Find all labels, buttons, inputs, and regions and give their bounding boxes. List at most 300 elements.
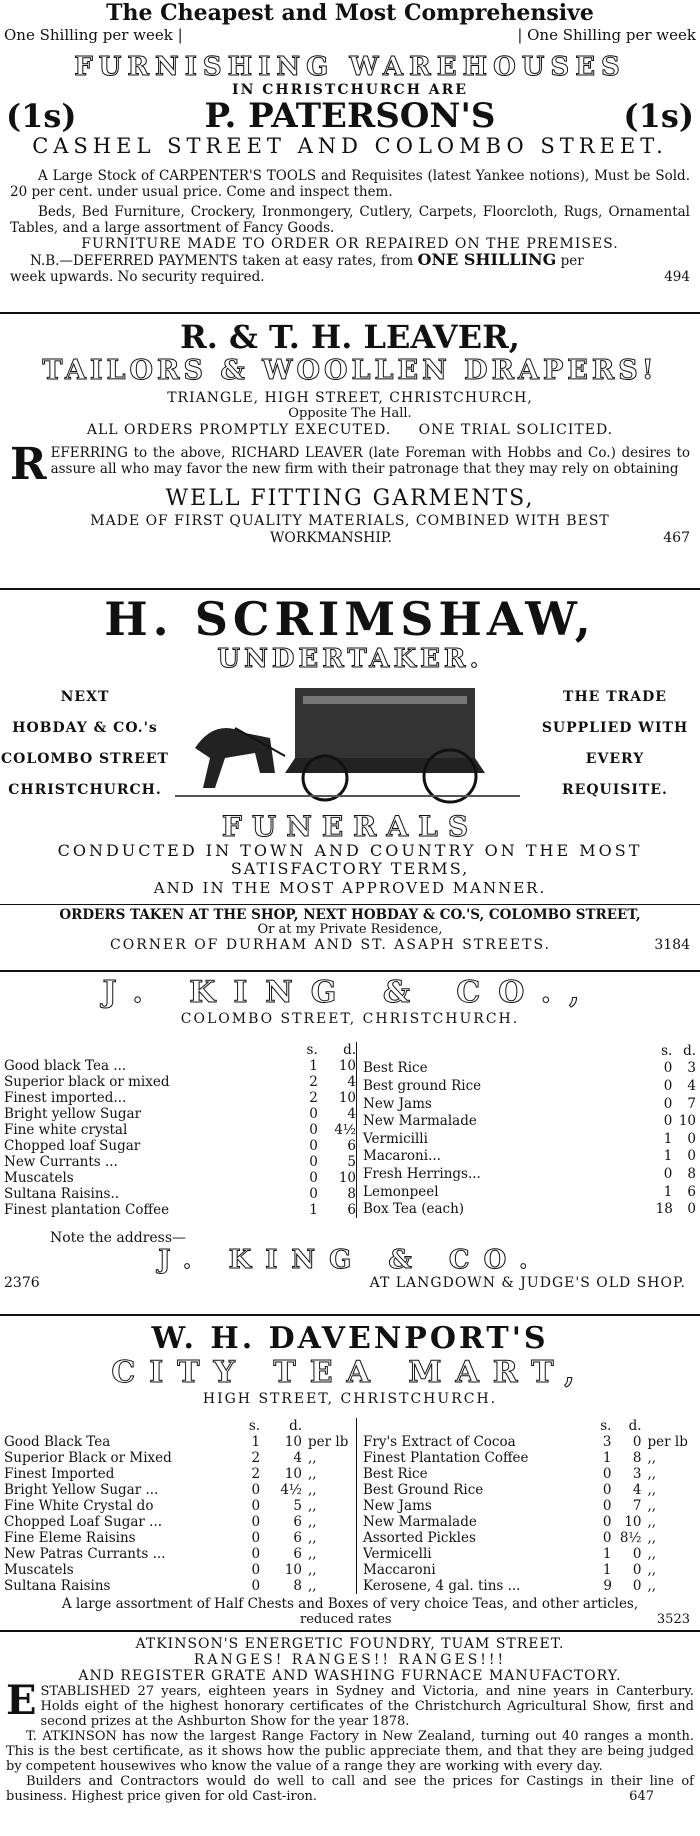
price-shillings: 0 [309,1186,318,1202]
scrimshaw-number: 3184 [654,937,690,953]
price-item-cell [4,1074,294,1090]
atkinson-dropcap: E [6,1677,37,1724]
price-pence: 4 [347,1074,356,1090]
paterson-p3: FURNITURE MADE TO ORDER OR REPAIRED ON THE PREMISES. [81,236,619,252]
price-shillings: 0 [663,1165,673,1182]
price-item-name: Fine white crystal [4,1122,128,1138]
price-item-name: Maccaroni [363,1562,436,1578]
leaver-name: R. & T. H. LEAVER, [180,318,520,356]
leaver-trade: TAILORS & WOOLLEN DRAPERS! [42,355,658,386]
davenport-ad [0,1321,700,1627]
price-shillings: 0 [663,1113,673,1130]
price-item-cell [4,1434,234,1450]
price-row [4,1434,356,1450]
price-row [4,1578,356,1594]
scrimshaw-orders: ORDERS TAKEN AT THE SHOP, NEXT HOBDAY & CO.'S, COLOMBO STREET, [59,907,641,923]
price-pence: 3 [632,1466,642,1482]
leaver-fitting: WELL FITTING GARMENTS, [165,486,535,511]
price-pence: 3 [687,1060,696,1077]
price-pence: 7 [632,1498,642,1514]
price-item-cell [4,1154,294,1170]
price-row [357,1060,697,1078]
leaver-paragraph: EFERRING to the above, RICHARD LEAVER (late Foreman with Hobbs and Co.) desires to assure all who may favor the new firm with their patronage that they may rely on obtaining [50,445,690,477]
price-row [357,1434,696,1450]
price-item-name: Finest imported... [4,1090,127,1106]
price-item-cell [4,1186,294,1202]
rule-3 [0,970,700,972]
paterson-streets: CASHEL STREET AND COLOMBO STREET. [32,134,668,158]
price-row [357,1112,697,1130]
price-shillings: 0 [309,1170,318,1186]
scrimshaw-left-3: CHRISTCHURCH. [8,782,162,798]
price-pence: 5 [293,1498,302,1514]
price-item-cell [357,1514,594,1530]
pence-header: d. [628,1418,642,1434]
king-name-2: J. KING & CO. [158,1245,542,1275]
ditto-mark: ,, [308,1546,317,1562]
price-pence: 0 [687,1148,696,1165]
price-item-name: Best Rice [363,1060,428,1077]
price-row [357,1546,696,1562]
price-row [4,1202,356,1218]
king-left-table [4,1042,356,1218]
price-item-cell [4,1546,234,1562]
price-shillings: 0 [309,1106,318,1122]
price-row [4,1138,356,1154]
price-shillings: 0 [663,1095,673,1112]
price-shillings: 0 [309,1154,318,1170]
price-row [4,1530,356,1546]
price-item-cell [357,1530,594,1546]
scrimshaw-left-0: NEXT [60,689,110,705]
price-item-cell [357,1148,650,1166]
price-shillings: 9 [603,1578,612,1594]
paterson-p2: Beds, Bed Furniture, Crockery, Ironmongery, Cutlery, Carpets, Floorcloth, Rugs, Ornamental Tables, and a large assortment of Fancy Goods. [10,204,690,236]
davenport-left-table [4,1418,356,1594]
price-row [357,1562,696,1578]
price-pence: 4 [687,1077,696,1094]
hearse-plumes [303,696,467,704]
king-right-body [357,1042,697,1218]
per-lb-label: per lb [308,1434,349,1450]
leaver-dropcap: R [10,439,47,490]
atkinson-p3: Builders and Contractors would do well to call and see the prices for Castings in their line of business. Highest price given for old Cast-iron. [6,1774,694,1804]
leaver-orders: ALL ORDERS PROMPTLY EXECUTED. [86,422,392,438]
price-item-cell [4,1122,294,1138]
rule-4 [0,1314,700,1316]
scrimshaw-corner: CORNER OF DURHAM AND ST. ASAPH STREETS. [110,937,551,953]
price-item-name: Fine White Crystal do [4,1498,154,1514]
king-number: 2376 [4,1275,40,1291]
davenport-mart: CITY TEA MART, [111,1355,589,1390]
top-header [0,0,700,48]
price-item-cell [357,1095,650,1113]
price-item-cell [4,1202,294,1218]
price-item-cell [4,1530,234,1546]
price-item-name: Best ground Rice [363,1077,482,1094]
scrimshaw-right-1: SUPPLIED WITH [541,720,689,736]
price-item-name: Fry's Extract of Cocoa [363,1434,516,1450]
scrimshaw-line1: CONDUCTED IN TOWN AND COUNTRY ON THE MOST [57,841,643,860]
price-shillings: 0 [663,1060,673,1077]
price-item-name: Muscatels [4,1170,74,1186]
price-item-cell [357,1546,594,1562]
price-pence: 6 [347,1138,356,1154]
shilling-header: s. [306,1042,318,1058]
price-item-name: Finest Plantation Coffee [363,1450,529,1466]
price-item-cell [4,1498,234,1514]
pence-header: d. [683,1042,696,1059]
price-header-row [357,1418,696,1434]
price-shillings: 1 [663,1130,673,1147]
price-shillings: 2 [309,1090,318,1106]
rule-2 [0,588,700,590]
price-pence: 8 [687,1165,696,1182]
price-item-name: Fine Eleme Raisins [4,1530,136,1546]
price-header-row [4,1418,356,1434]
price-shillings: 0 [663,1077,673,1094]
price-row [4,1562,356,1578]
price-pence: 0 [632,1578,642,1594]
rule-5 [0,1630,700,1632]
price-item-cell [357,1498,594,1514]
shilling-header: s. [661,1042,673,1059]
leaver-opposite: Opposite The Hall. [288,406,412,421]
price-header-spacer [4,1042,294,1058]
price-shillings: 2 [251,1450,261,1466]
price-item-name: Best Rice [363,1466,428,1482]
davenport-right-table [356,1418,696,1594]
price-row [357,1514,696,1530]
price-row [357,1165,697,1183]
price-item-name: Superior black or mixed [4,1074,170,1090]
price-item-cell [357,1077,650,1095]
price-shillings: 1 [602,1546,612,1562]
pence-header: d. [289,1418,302,1434]
price-item-name: Bright Yellow Sugar ... [4,1482,159,1498]
ditto-mark: ,, [647,1466,657,1482]
price-row [4,1514,356,1530]
price-item-cell [4,1466,234,1482]
king-ad [0,976,700,1292]
price-row [4,1090,356,1106]
atkinson-heading-3: AND REGISTER GRATE AND WASHING FURNACE MANUFACTORY. [78,1668,622,1684]
price-pence: 6 [293,1514,302,1530]
hearse-illustration [175,678,520,808]
price-row [357,1578,696,1594]
price-row [4,1450,356,1466]
price-pence: 4½ [280,1482,302,1498]
scrimshaw-line2: SATISFACTORY TERMS, [230,859,470,878]
paterson-heading: FURNISHING WAREHOUSES [74,52,626,82]
price-item-cell [357,1562,594,1578]
price-pence: 4 [347,1106,356,1122]
leaver-ad [0,318,700,578]
price-pence: 10 [338,1090,356,1106]
price-row [4,1106,356,1122]
king-note: Note the address— [50,1230,187,1246]
price-pence: 0 [632,1562,642,1578]
price-item-name: Vermicelli [363,1546,432,1562]
atkinson-heading-2: RANGES! RANGES!! RANGES!!! [193,1652,507,1668]
price-item-name: Kerosene, 4 gal. tins ... [363,1578,521,1594]
price-pence: 5 [347,1154,356,1170]
paterson-left-price: (1s) [6,97,77,135]
price-item-name: Macaroni... [363,1148,441,1165]
price-item-name: Sultana Raisins.. [4,1186,120,1202]
price-item-cell [4,1514,234,1530]
davenport-number: 3523 [656,1612,690,1627]
price-pence: 10 [338,1058,356,1074]
price-item-name: New Jams [363,1498,432,1514]
davenport-footer-2: reduced rates [300,1612,392,1627]
price-item-name: Chopped loaf Sugar [4,1138,141,1154]
price-item-cell [4,1106,294,1122]
king-right-table [356,1042,696,1218]
price-row [357,1200,697,1218]
price-row [357,1498,696,1514]
atkinson-number: 647 [629,1789,654,1804]
price-pence: 6 [293,1530,302,1546]
price-item-name: New Marmalade [363,1514,477,1530]
ditto-mark: ,, [647,1482,657,1498]
price-row [4,1546,356,1562]
paterson-p4a: N.B.—DEFERRED PAYMENTS taken at easy rates, from [30,253,414,269]
price-shillings: 0 [251,1530,261,1546]
right-shilling: | One Shilling per week [517,26,696,44]
scrimshaw-left-1: HOBDAY & CO.'s [12,720,158,736]
price-row [4,1170,356,1186]
scrimshaw-private: Or at my Private Residence, [257,922,443,937]
price-item-name: Chopped Loaf Sugar ... [4,1514,163,1530]
price-row [357,1095,697,1113]
scrimshaw-line3: AND IN THE MOST APPROVED MANNER. [153,879,547,897]
price-shillings: 0 [602,1498,612,1514]
price-item-cell [357,1450,594,1466]
ditto-mark: ,, [647,1530,657,1546]
horse [195,728,275,788]
ditto-mark: ,, [308,1482,317,1498]
leaver-address: TRIANGLE, HIGH STREET, CHRISTCHURCH, [167,390,533,406]
price-shillings: 2 [309,1074,318,1090]
king-address: COLOMBO STREET, CHRISTCHURCH. [180,1011,520,1027]
price-item-cell [357,1112,650,1130]
pence-header: d. [343,1042,356,1058]
scrimshaw-right-0: THE TRADE [563,689,667,705]
price-shillings: 0 [602,1466,612,1482]
price-row [4,1482,356,1498]
leaver-trial: ONE TRIAL SOLICITED. [418,422,614,438]
price-shillings: 0 [309,1138,318,1154]
scrimshaw-role: UNDERTAKER. [217,644,483,674]
price-item-name: Superior Black or Mixed [4,1450,172,1466]
price-item-cell [357,1183,650,1201]
price-row [4,1186,356,1202]
price-shillings: 0 [602,1530,612,1546]
price-shillings: 0 [251,1482,261,1498]
leaver-number: 467 [663,530,690,546]
paterson-p4c: per [560,253,584,269]
paterson-in: IN CHRISTCHURCH ARE [232,82,468,98]
price-pence: 6 [293,1546,302,1562]
ditto-mark: ,, [308,1450,317,1466]
davenport-footer-1: A large assortment of Half Chests and Boxes of very choice Teas, and other articles, [61,1596,639,1612]
price-shillings: 0 [602,1514,612,1530]
leaver-made: MADE OF FIRST QUALITY MATERIALS, COMBINED WITH BEST [90,513,610,529]
price-pence: 6 [347,1202,356,1218]
price-shillings: 0 [251,1514,261,1530]
price-item-name: New Jams [363,1095,432,1112]
price-pence: 0 [687,1130,696,1147]
price-item-name: New Patras Currants ... [4,1546,166,1562]
paterson-right-price: (1s) [623,97,694,135]
price-shillings: 0 [251,1578,261,1594]
price-row [357,1482,696,1498]
price-item-name: Finest Imported [4,1466,115,1482]
atkinson-p1: STABLISHED 27 years, eighteen years in Sydney and Victoria, and nine years in Canterbury. Holds eight of the highest honorary certificates of the Christchurch Agricultural Show, first and second prizes at the Ashburton Show for the year 1878. [40,1684,694,1729]
king-shop: AT LANGDOWN & JUDGE'S OLD SHOP. [369,1275,686,1291]
left-shilling: One Shilling per week | [4,26,183,44]
price-row [4,1466,356,1482]
price-shillings: 0 [251,1498,261,1514]
price-shillings: 1 [251,1434,261,1450]
price-item-cell [4,1090,294,1106]
price-shillings: 0 [309,1122,318,1138]
price-item-cell [4,1450,234,1466]
price-item-name: Box Tea (each) [363,1201,465,1218]
price-pence: 0 [632,1546,642,1562]
price-item-name: Vermicilli [363,1130,428,1147]
price-pence: 8½ [619,1530,642,1546]
price-item-name: Fresh Herrings... [363,1165,481,1182]
ditto-mark: ,, [647,1562,657,1578]
atkinson-ad [0,1636,700,1834]
hearse-chassis [285,758,485,773]
price-row [4,1498,356,1514]
atkinson-heading-1: ATKINSON'S ENERGETIC FOUNDRY, TUAM STREET. [135,1636,565,1652]
paterson-ad [0,52,700,310]
price-item-name: New Marmalade [363,1113,477,1130]
price-item-name: Sultana Raisins [4,1578,111,1594]
scrimshaw-right-block [530,682,700,806]
price-item-name: Finest plantation Coffee [4,1202,170,1218]
price-header-spacer [357,1042,650,1060]
price-shillings: 1 [309,1202,318,1218]
price-row [357,1466,696,1482]
price-row [4,1122,356,1138]
price-row [357,1530,696,1546]
price-item-cell [4,1578,234,1594]
ditto-mark: ,, [308,1466,317,1482]
king-left-body [4,1042,356,1218]
price-shillings: 1 [663,1148,673,1165]
davenport-left-body [4,1418,356,1594]
price-item-cell [357,1130,650,1148]
price-pence: 10 [338,1170,356,1186]
price-item-name: Assorted Pickles [363,1530,476,1546]
price-shillings: 1 [602,1562,612,1578]
price-pence: 6 [687,1183,696,1200]
price-header-spacer [4,1418,234,1434]
scrimshaw-left-2: COLOMBO STREET [1,751,169,767]
price-item-name: Muscatels [4,1562,74,1578]
price-pence: 8 [293,1578,302,1594]
price-shillings: 0 [251,1562,261,1578]
per-lb-label: per lb [647,1434,688,1450]
price-pence: 4½ [334,1122,356,1138]
price-header-row [4,1042,356,1058]
price-row [357,1450,696,1466]
price-shillings: 0 [602,1482,612,1498]
paterson-p1: A Large Stock of CARPENTER'S TOOLS and Requisites (latest Yankee notions), Must be Sold. 20 per cent. under usual price. Come and inspect them. [10,168,690,200]
ditto-mark: ,, [647,1450,657,1466]
price-row [357,1130,697,1148]
scrimshaw-name: H. SCRIMSHAW, [104,592,596,646]
price-item-name: Good black Tea ... [4,1058,127,1074]
price-item-cell [4,1562,234,1578]
ditto-mark: ,, [647,1498,657,1514]
ditto-mark: ,, [308,1578,317,1594]
price-item-cell [357,1578,594,1594]
price-pence: 0 [687,1201,696,1218]
price-row [357,1148,697,1166]
price-item-cell [4,1482,234,1498]
shilling-header: s. [248,1418,261,1434]
price-pence: 7 [687,1095,696,1112]
ditto-mark: ,, [308,1530,317,1546]
paterson-p4b: ONE SHILLING [417,250,557,269]
price-shillings: 0 [251,1546,261,1562]
scrimshaw-divider [0,904,700,905]
davenport-price-list [0,1418,700,1594]
paterson-name: P. PATERSON'S [204,96,496,136]
ditto-mark: ,, [308,1514,317,1530]
davenport-address: HIGH STREET, CHRISTCHURCH. [202,1391,498,1407]
price-header-row [357,1042,697,1060]
scrimshaw-right-2: EVERY [585,751,645,767]
scrimshaw-right-3: REQUISITE. [562,782,668,798]
davenport-name: W. H. DAVENPORT'S [151,1321,549,1356]
atkinson-p2: T. ATKINSON has now the largest Range Factory in New Zealand, turning out 40 ranges a month. This is the best certificate, as it shows how the public appreciate them, and that they are being judged by competent housewives who know the value of a range they are working with every day. [6,1729,694,1774]
price-pence: 10 [678,1113,696,1130]
top-title: The Cheapest and Most Comprehensive [106,0,594,26]
price-item-cell [357,1165,650,1183]
price-row [4,1074,356,1090]
ditto-mark: ,, [647,1578,657,1594]
ditto-mark: ,, [308,1498,317,1514]
price-shillings: 1 [309,1058,318,1074]
price-row [4,1058,356,1074]
price-pence: 8 [632,1450,642,1466]
price-shillings: 1 [663,1183,673,1200]
price-item-cell [357,1200,650,1218]
price-shillings: 3 [602,1434,612,1450]
shilling-header: s. [600,1418,612,1434]
price-item-cell [357,1482,594,1498]
price-item-cell [357,1466,594,1482]
scrimshaw-funerals: FUNERALS [221,810,479,843]
ditto-mark: ,, [308,1562,317,1578]
price-row [357,1183,697,1201]
unit-header-spacer [642,1418,696,1434]
price-pence: 8 [347,1186,356,1202]
price-pence: 0 [632,1434,642,1450]
price-pence: 4 [293,1450,302,1466]
price-item-cell [357,1060,650,1078]
leaver-workmanship: WORKMANSHIP. [270,530,392,546]
paterson-p5: week upwards. No security required. [10,269,265,285]
price-shillings: 18 [655,1201,673,1218]
